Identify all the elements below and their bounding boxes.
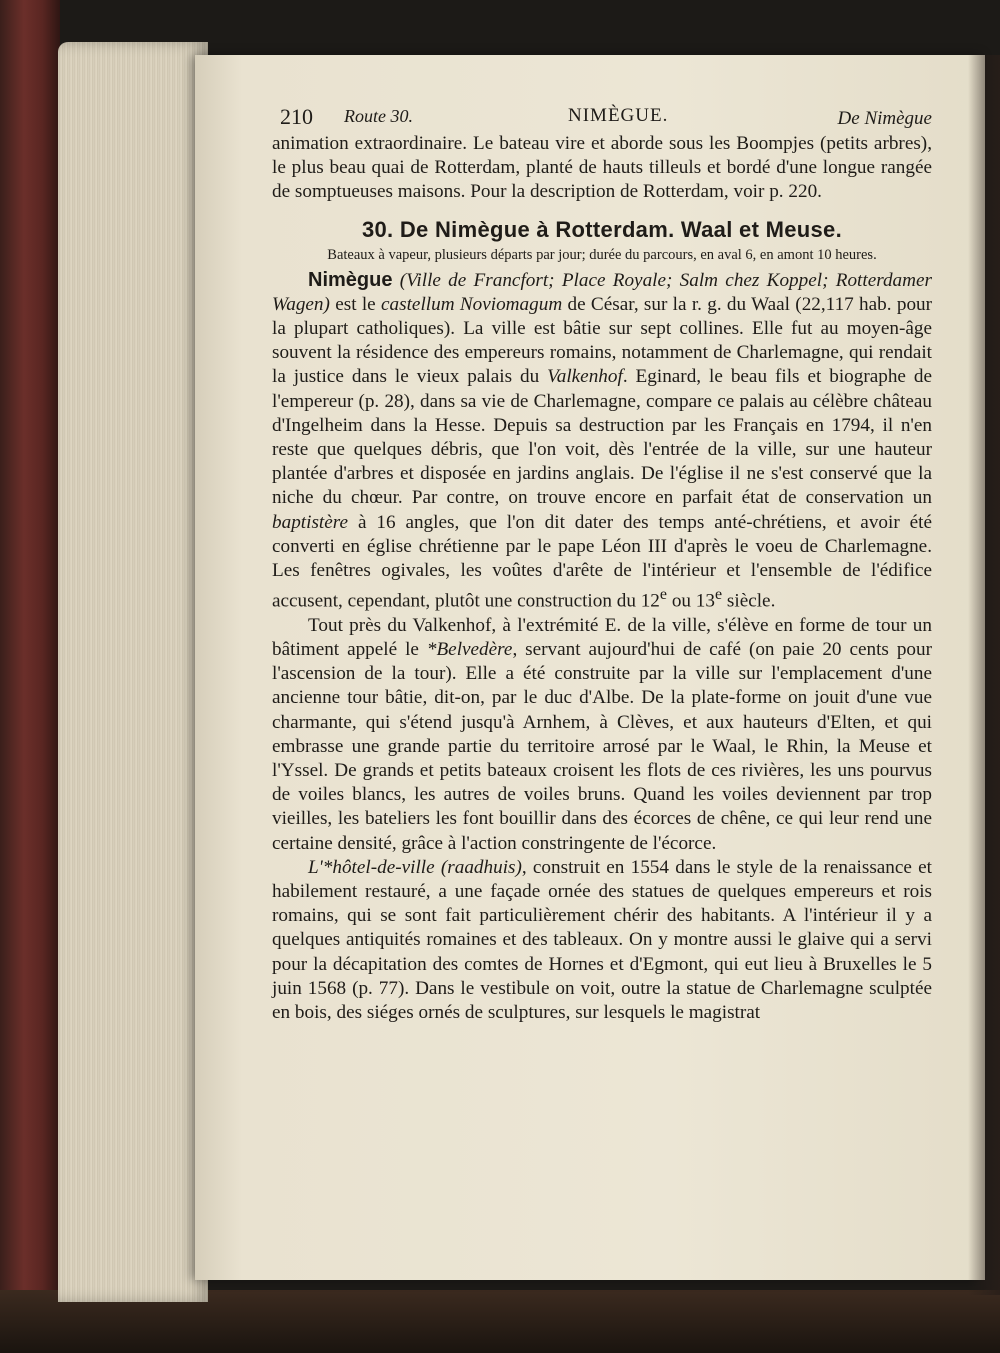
belvedere-text-b: , servant aujourd'hui de café (on paie 20 cents pour l'ascension de la tour). Elle a été construite par la ville sur l'emplacement d'une ancienne tour bâtie, dit-on, par le duc d'Albe. De la plate-forme on jouit d'une vue charmante, qui s'étend jusqu'à Arnhem, à Clèves, et aux hauteurs d'Elten, et qui embrasse une grande partie du territoire arrosé par le Waal, le Rhin, la Meuse et l'Yssel. De grands et petits bateaux croisent les flots de ces rivières, les uns pourvus de voiles blancs, les autres de voiles bruns. Quand les voiles deviennent par trop vieilles, les bateliers les font bouillir dans des écorces de chêne, ce qui leur rend une certaine densité, grâce à l'action constringente de l'écorce. — [272, 639, 932, 854]
belvedere-name: *Belvedère — [426, 639, 513, 661]
nimegue-text-a: est le — [335, 293, 376, 315]
chapter-subtitle: Bateaux à vapeur, plusieurs départs par jour; durée du parcours, en aval 6, en amont 10 heures. — [327, 246, 877, 263]
castellum-name: castellum Noviomagum — [381, 293, 563, 315]
hotel-de-ville-lead: L'*hôtel-de-ville (raadhuis) — [308, 856, 522, 878]
superscript-e-2: e — [714, 586, 723, 604]
belvedere-text-a: Tout près du Valkenhof, à l'extrémité E. de la ville, s'élève en forme de tour un bâtiment appelé le — [272, 614, 932, 661]
page-text — [272, 100, 932, 1025]
paragraph-belvedere — [272, 614, 932, 856]
page-stack-edges — [58, 42, 208, 1302]
nimegue-lead: Nimègue — [308, 268, 393, 291]
book-cover-edge — [0, 0, 60, 1353]
running-head — [272, 100, 932, 132]
running-title-right: De Nimègue — [837, 108, 932, 129]
nimegue-text-c: . Eginard, le beau fils et biographe de l'empereur (p. 28), dans sa vie de Charlemagne, compare ce palais au célèbre château d'Ingelheim dans la Hesse. Depuis sa destruction par les Français en 1794, il n'en reste que quelques débris, que l'on voit, dès l'entrée de la ville, sur une hauteur plantée d'arbres et disposée en jardins anglais. De l'église il ne s'est conservé que la niche du chœur. Par contre, on trouve encore en parfait état de conservation un — [272, 366, 933, 509]
nimegue-text-f: siècle. — [722, 590, 776, 612]
nimegue-hotels: (Ville de Francfort; Place Royale; Salm chez Koppel; Rotterdamer Wagen) — [272, 269, 932, 315]
valkenhof-name: Valkenhof — [547, 366, 623, 388]
chapter-title: 30. De Nimègue à Rotterdam. Waal et Meuse. — [361, 216, 843, 242]
nimegue-text-e: ou 13 — [667, 590, 715, 612]
nimegue-text-d: à 16 angles, que l'on dit dater des temps anté-chrétiens, et avoir été converti en église chrétienne par le pape Léon III d'après le voeu de Charlemagne. Les fenêtres ogivales, les voûtes d'arête de l'intérieur et l'ensemble de l'édifice accusent, cependant, plutôt une construction du 12 — [272, 511, 932, 612]
baptistere-name: baptistère — [272, 511, 349, 533]
nimegue-text-b: de César, sur la r. g. du Waal (22,117 hab. pour la plupart catholiques). La ville est bâtie sur sept collines. Elle fut au moyen-âge souvent la résidence des empereurs romains, notamment de Charlemagne, qui rendait la justice dans le vieux palais du — [272, 293, 933, 388]
paragraph-rotterdam-arrival: animation extraordinaire. Le bateau vire et aborde sous les Boompjes (petits arbres), le plus beau quai de Rotterdam, planté de hauts tilleuls et bordé d'une longue rangée de somptueuses maisons. Pour la description de Rotterdam, voir p. 220. — [272, 133, 932, 203]
hotel-de-ville-text: , construit en 1554 dans le style de la renaissance et habilement restauré, a une façade ornée des statues de quelques empereurs et rois romains, qui se sont fait particulièrement chérir des habitants. A l'intérieur il y a quelques antiquités romaines et des tableaux. On y montre aussi le glaive qui a servi pour la décapitation des comtes de Hornes et d'Egmont, qui eut lieu à Bruxelles le 5 juin 1568 (p. 77). Dans le vestibule on voit, outre la statue de Charlemagne sculptée en bois, des siéges ornés de sculptures, sur lesquels le magistrat — [272, 856, 932, 1024]
running-title: NIMÈGUE. — [568, 105, 669, 126]
page-number: 210 — [280, 104, 313, 129]
paragraph-nimegue — [272, 268, 932, 614]
page-fold-shadow — [968, 55, 1000, 1295]
paragraph-hotel-de-ville — [272, 856, 932, 1025]
superscript-e: e — [659, 586, 668, 604]
route-label: Route 30. — [344, 106, 413, 126]
